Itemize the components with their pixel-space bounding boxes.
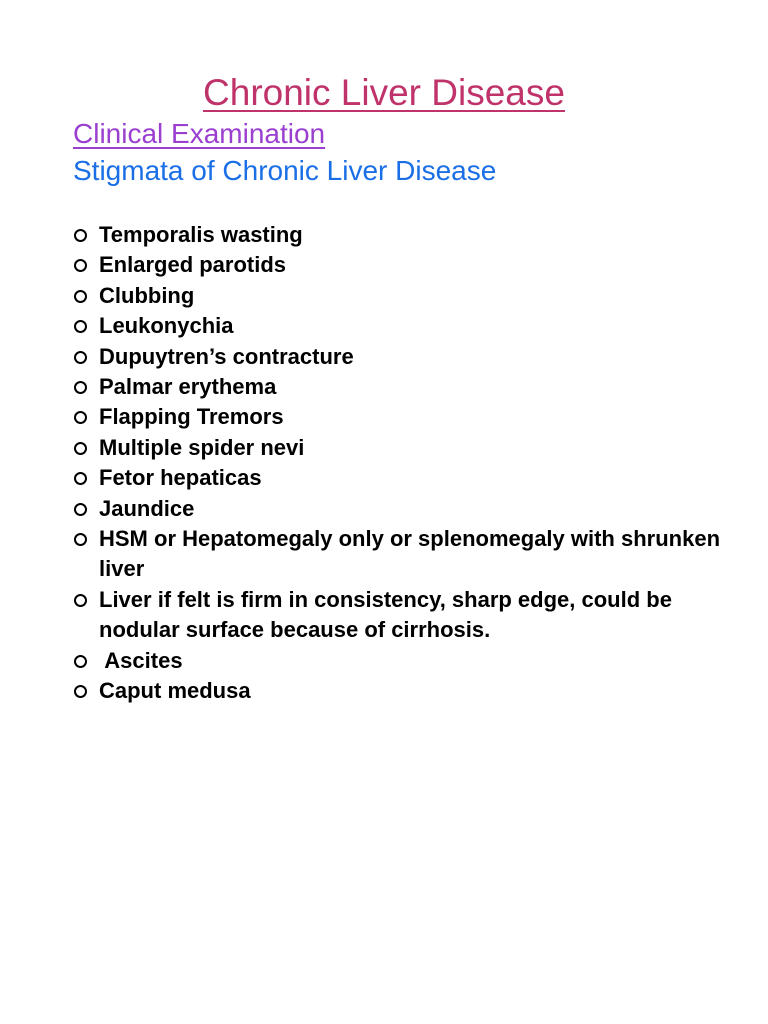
list-item [70, 311, 730, 341]
list-item [70, 494, 730, 524]
list-item-text: Temporalis wasting [99, 222, 303, 247]
list-item [70, 676, 730, 706]
circle-bullet-icon [74, 503, 87, 516]
list-item-text: Dupuytren’s contracture [99, 343, 354, 369]
list-item [70, 281, 730, 311]
circle-bullet-icon [74, 259, 87, 272]
list-item-text: Ascites [99, 647, 183, 673]
list-item-text: Fetor hepaticas [99, 465, 262, 491]
list-item [70, 402, 730, 432]
circle-bullet-icon [74, 685, 87, 698]
circle-bullet-icon [74, 381, 87, 394]
circle-bullet-icon [74, 472, 87, 485]
circle-bullet-icon [74, 442, 87, 455]
circle-bullet-icon [74, 594, 87, 607]
list-item-text: Palmar erythema [99, 374, 277, 400]
circle-bullet-icon [74, 290, 87, 303]
list-item-text: Caput medusa [99, 678, 251, 704]
list-item-text: Liver if felt is firm in consistency, sharp edge, could be nodular surface because of cirrhosis. [99, 586, 672, 643]
list-item-text: Flapping Tremors [99, 404, 284, 430]
circle-bullet-icon [74, 411, 87, 424]
document-title: Chronic Liver Disease [203, 72, 565, 113]
list-item [70, 524, 730, 585]
list-item-text: Enlarged parotids [99, 252, 287, 278]
list-item [70, 463, 730, 493]
circle-bullet-icon [74, 320, 87, 333]
list-item-text: Multiple spider nevi [99, 434, 305, 460]
list-item [70, 220, 730, 250]
stigmata-list [70, 220, 730, 707]
section-heading: Stigmata of Chronic Liver Disease [73, 155, 497, 186]
section-subtitle: Clinical Examination [73, 118, 326, 149]
circle-bullet-icon [74, 351, 87, 364]
list-item-text: Jaundice [99, 495, 195, 521]
list-item-text: Clubbing [99, 282, 195, 308]
list-item [70, 646, 730, 676]
list-item [70, 585, 730, 646]
list-item [70, 342, 730, 372]
circle-bullet-icon [74, 533, 87, 546]
list-item [70, 433, 730, 463]
list-item [70, 250, 730, 280]
list-item [70, 372, 730, 402]
circle-bullet-icon [74, 229, 87, 242]
circle-bullet-icon [74, 655, 87, 668]
list-item-text: HSM or Hepatomegaly only or splenomegaly with shrunken liver [99, 526, 721, 582]
list-item-text: Leukonychia [99, 313, 234, 339]
